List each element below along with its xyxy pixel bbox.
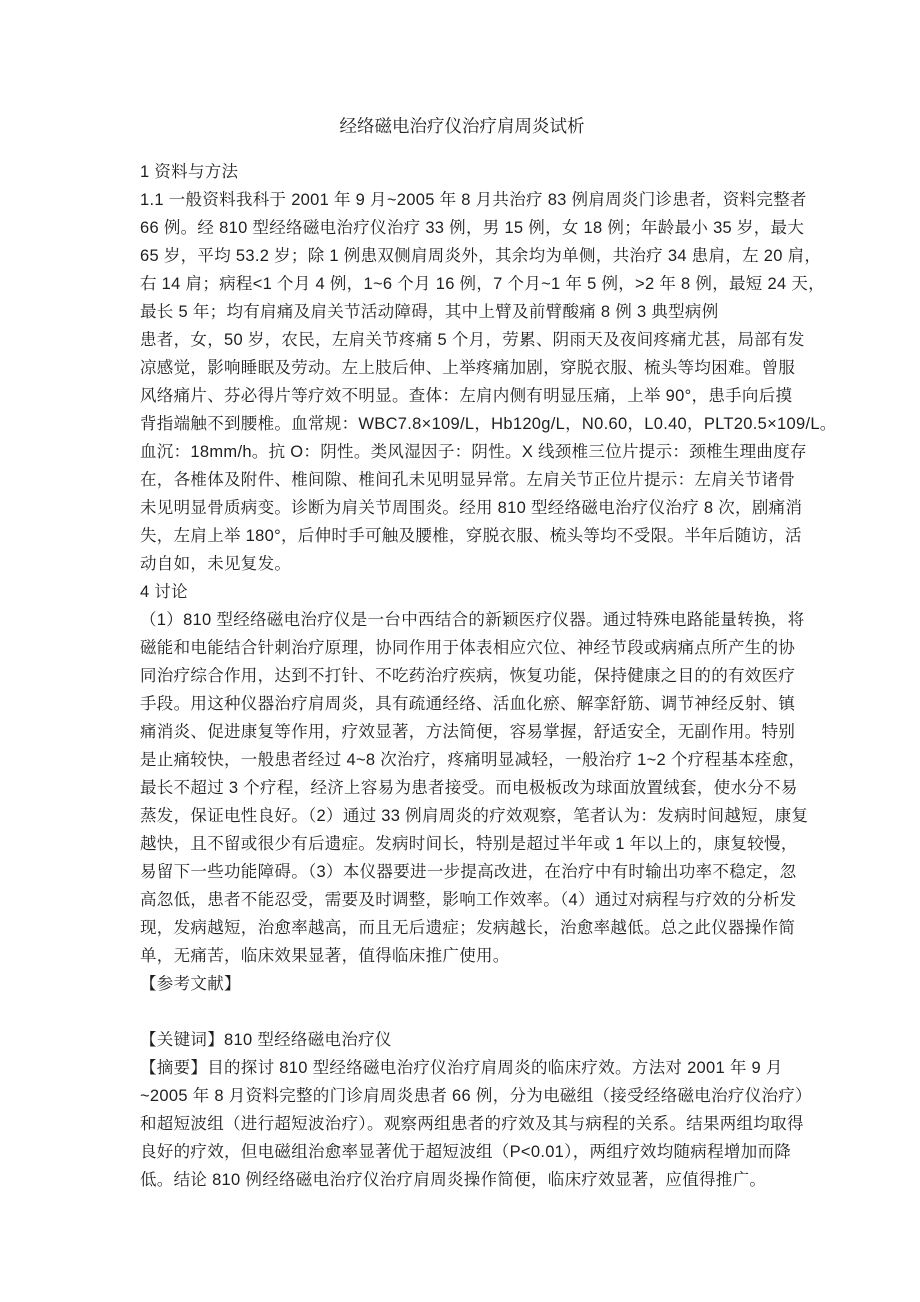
text-line: 动自如，未见复发。 <box>140 555 292 573</box>
document-body <box>140 112 837 1194</box>
text-line: 手段。用这种仪器治疗肩周炎，具有疏通经络、活血化瘀、解挛舒筋、调节神经反射、镇 <box>140 695 796 713</box>
text-line: 风络痛片、芬必得片等疗效不明显。查体：左肩内侧有明显压痛，上举 90°，患手向后摸 <box>140 387 793 405</box>
text-line: 【参考文献】 <box>140 975 241 993</box>
text-line: 高忽低，患者不能忍受，需要及时调整，影响工作效率。（4）通过对病程与疗效的分析发 <box>140 891 797 909</box>
text-line: 1.1 一般资料我科于 2001 年 9 月~2005 年 8 月共治疗 83 例肩周炎门诊患者，资料完整者 <box>140 191 807 209</box>
text-line: 【关键词】810 型经络磁电治疗仪 <box>140 1031 392 1049</box>
text-line: 失，左肩上举 180°，后伸时手可触及腰椎，穿脱衣服、梳头等均不受限。半年后随访，活 <box>140 527 802 545</box>
text-line: （1）810 型经络磁电治疗仪是一台中西结合的新颖医疗仪器。通过特殊电路能量转换，将 <box>140 611 805 629</box>
text-line: 背指端触不到腰椎。血常规：WBC7.8×109/L，Hb120g/L，N0.60，L0.40，PLT20.5×109/L。 <box>140 415 837 433</box>
text-line: 66 例。经 810 型经络磁电治疗仪治疗 33 例，男 15 例，女 18 例；年龄最小 35 岁，最大 <box>140 219 805 237</box>
text-line: 未见明显骨质病变。诊断为肩关节周围炎。经用 810 型经络磁电治疗仪治疗 8 次，剧痛消 <box>140 499 803 517</box>
text-line: 患者，女，50 岁，农民，左肩关节疼痛 5 个月，劳累、阴雨天及夜间疼痛尤甚，局部有发 <box>140 331 805 349</box>
text-line: 和超短波组（进行超短波治疗）。观察两组患者的疗效及其与病程的关系。结果两组均取得 <box>140 1115 804 1133</box>
text-line: 易留下一些功能障碍。（3）本仪器要进一步提高改进，在治疗中有时输出功率不稳定，忽 <box>140 863 797 881</box>
text-line: 磁能和电能结合针刺治疗原理，协同作用于体表相应穴位、神经节段或病痛点所产生的协 <box>140 639 796 657</box>
text-line: 【摘要】目的探讨 810 型经络磁电治疗仪治疗肩周炎的临床疗效。方法对 2001 年 9 月 <box>140 1059 783 1077</box>
document-title: 经络磁电治疗仪治疗肩周炎试析 <box>339 116 585 136</box>
text-line: 良好的疗效，但电磁组治愈率显著优于超短波组（P<0.01），两组疗效均随病程增加而降 <box>140 1143 792 1161</box>
text-line: 右 14 肩；病程<1 个月 4 例，1~6 个月 16 例，7 个月~1 年 5 例，>2 年 8 例，最短 24 天， <box>140 275 825 293</box>
text-line: 血沉：18mm/h。抗 O：阴性。类风湿因子：阴性。X 线颈椎三位片提示：颈椎生理曲度存 <box>140 443 807 461</box>
text-line: 痛消炎、促进康复等作用，疗效显著，方法简便，容易掌握，舒适安全，无副作用。特别 <box>140 723 796 741</box>
text-line: 现，发病越短，治愈率越高，而且无后遗症；发病越长，治愈率越低。总之此仪器操作简 <box>140 919 796 937</box>
text-line: ~2005 年 8 月资料完整的门诊肩周炎患者 66 例，分为电磁组（接受经络磁电治疗仪治疗） <box>140 1087 812 1105</box>
text-line: 最长 5 年；均有肩痛及肩关节活动障碍，其中上臂及前臂酸痛 8 例 3 典型病例 <box>140 303 719 321</box>
text-line: 1 资料与方法 <box>140 163 239 181</box>
text-line: 65 岁，平均 53.2 岁；除 1 例患双侧肩周炎外，其余均为单侧，共治疗 34 患肩，左 20 肩， <box>140 247 822 265</box>
text-line <box>140 998 784 1026</box>
text-line: 凉感觉，影响睡眠及劳动。左上肢后伸、上举疼痛加剧，穿脱衣服、梳头等均困难。曾服 <box>140 359 796 377</box>
text-line: 4 讨论 <box>140 583 188 601</box>
text-line: 最长不超过 3 个疗程，经济上容易为患者接受。而电极板改为球面放置绒套，使水分不易 <box>140 779 798 797</box>
text-line: 单，无痛苦，临床效果显著，值得临床推广使用。 <box>140 947 510 965</box>
text-line: 在，各椎体及附件、椎间隙、椎间孔未见明显异常。左肩关节正位片提示：左肩关节诸骨 <box>140 471 796 489</box>
text-line: 越快，且不留或很少有后遗症。发病时间长，特别是超过半年或 1 年以上的，康复较慢， <box>140 835 798 853</box>
text-line: 是止痛较快，一般患者经过 4~8 次治疗，疼痛明显减轻，一般治疗 1~2 个疗程基本痊愈， <box>140 751 806 769</box>
text-line: 低。结论 810 例经络磁电治疗仪治疗肩周炎操作简便，临床疗效显著，应值得推广。 <box>140 1171 767 1189</box>
text-line: 蒸发，保证电性良好。（2）通过 33 例肩周炎的疗效观察，笔者认为：发病时间越短，康复 <box>140 807 809 825</box>
text-line: 同治疗综合作用，达到不打针、不吃药治疗疾病，恢复功能，保持健康之目的的有效医疗 <box>140 667 796 685</box>
